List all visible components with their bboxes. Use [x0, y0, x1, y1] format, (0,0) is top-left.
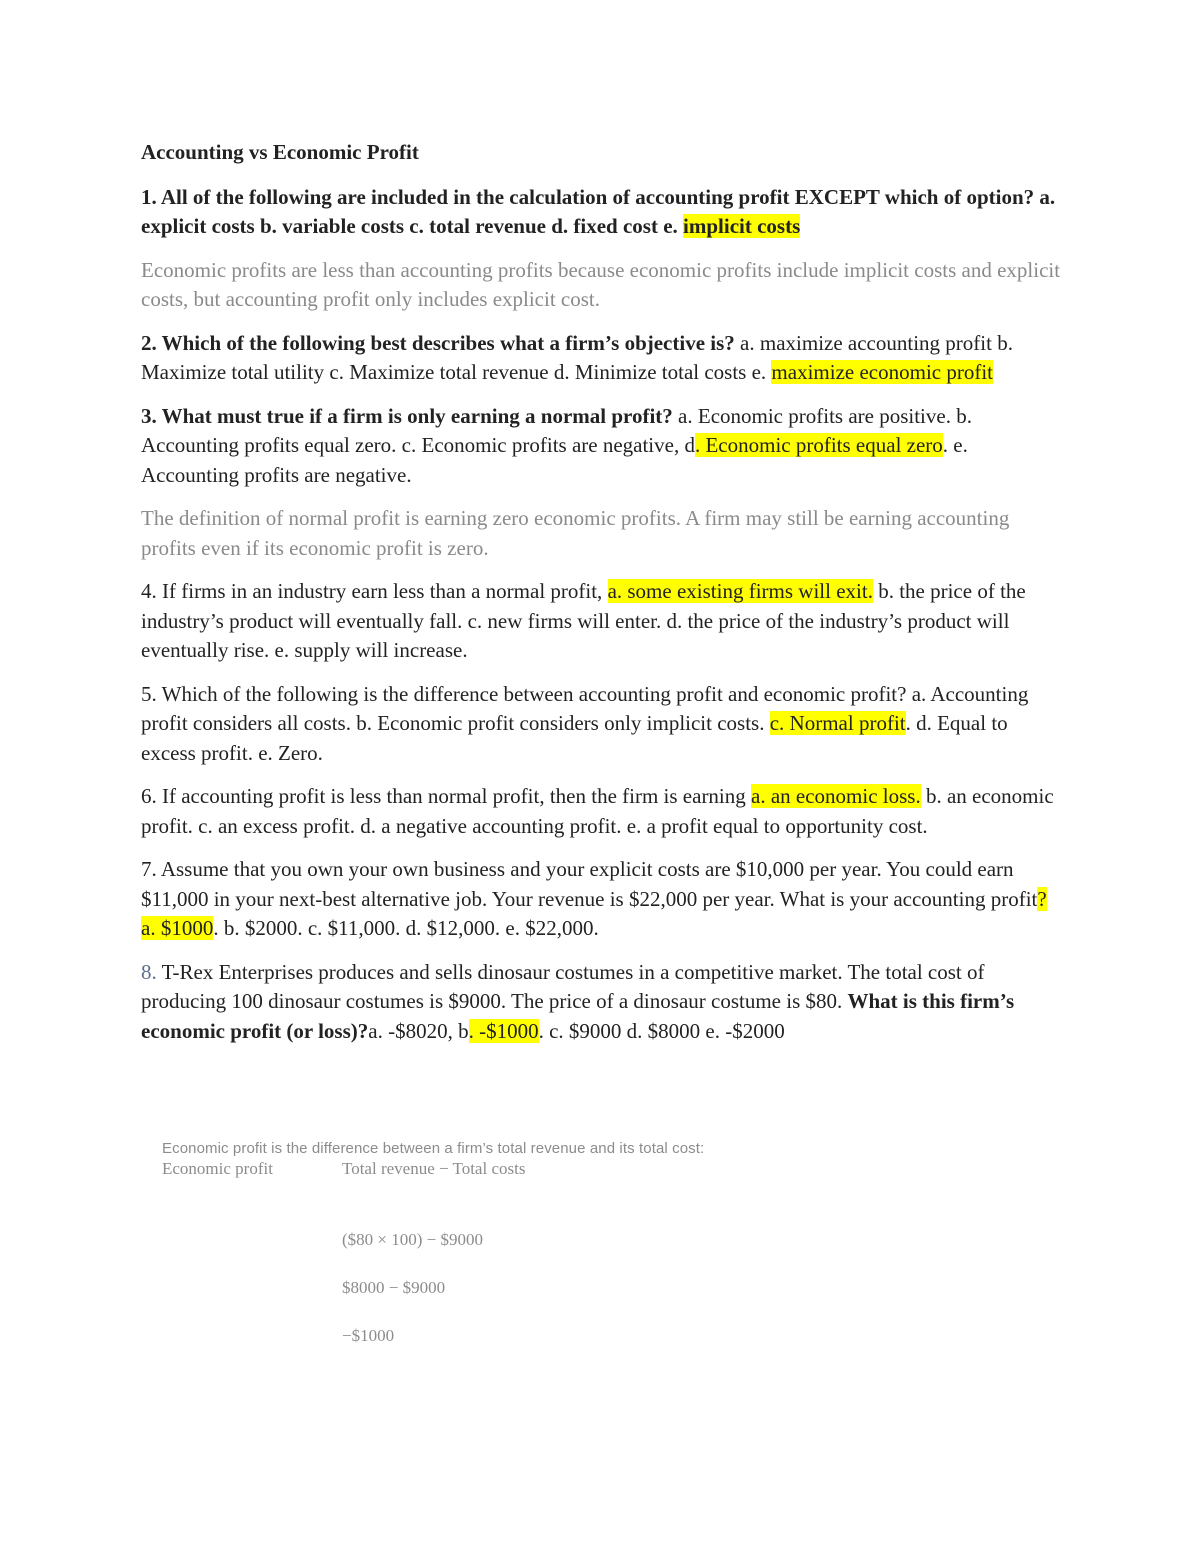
- question-3: [141, 402, 1066, 491]
- question-4-after: b. the price of the industry’s product will eventually fall. c. new firms will enter. d. the price of the industry’s product will eventually rise. e. supply will increase.: [141, 579, 1026, 662]
- figure-equation: Total revenue − Total costs: [342, 1159, 526, 1178]
- question-2-options: a. maximize accounting profit b. Maximize total utility c. Maximize total revenue d. Minimize total costs e.: [141, 330, 1013, 384]
- question-6-after: b. an economic profit. c. an excess profit. d. a negative accounting profit. e. a profit equal to opportunity cost.: [141, 784, 1054, 838]
- question-1-answer: implicit costs: [683, 214, 801, 238]
- question-5: [141, 680, 1066, 769]
- question-5-after: . d. Equal to excess profit. e. Zero.: [141, 711, 1008, 765]
- question-3-prompt: 3. What must true if a firm is only earning a normal profit?: [141, 403, 673, 428]
- question-8: [141, 958, 1066, 1047]
- figure-label: Economic profit: [162, 1159, 273, 1178]
- question-2-answer: maximize economic profit: [771, 360, 994, 384]
- figure-step-2-row: [162, 1255, 862, 1303]
- figure-step-1-row: [162, 1183, 862, 1255]
- question-8-answer: . -$1000: [468, 1018, 539, 1043]
- question-8-prompt: What is this firm’s economic profit (or loss)?: [141, 989, 1015, 1043]
- question-6-answer: a. an economic loss.: [751, 784, 921, 808]
- question-2-prompt: 2. Which of the following best describes what a firm’s objective is?: [141, 330, 735, 355]
- question-8-options-after: . c. $9000 d. $8000 e. -$2000: [538, 1018, 785, 1043]
- figure-caption: Economic profit is the difference between a firm’s total revenue and its total cost:: [162, 1140, 705, 1157]
- figure-step-3: −$1000: [342, 1326, 395, 1345]
- question-6: [141, 782, 1066, 841]
- question-4: [141, 577, 1066, 666]
- question-4-before: 4. If firms in an industry earn less than a normal profit,: [141, 579, 608, 603]
- question-7: [141, 855, 1066, 944]
- economic-profit-figure: [162, 1140, 862, 1351]
- question-3-options-before: a. Economic profits are positive. b. Accounting profits equal zero. c. Economic profits are negative, d: [141, 403, 972, 457]
- question-5-answer: c. Normal profit: [769, 711, 906, 735]
- question-8-number: 8.: [141, 959, 157, 984]
- question-1-text: 1. All of the following are included in the calculation of accounting profit EXCEPT which of option? a. explicit costs b. variable costs c. total revenue d. fixed cost e.: [141, 184, 1056, 238]
- question-5-before: 5. Which of the following is the difference between accounting profit and economic profit? a. Accounting profit considers all costs. b. Economic profit considers only implicit costs.: [141, 681, 1029, 735]
- question-1: [141, 183, 1066, 242]
- document-page: [141, 138, 1066, 1060]
- question-4-answer: a. some existing firms will exit.: [607, 579, 873, 603]
- figure-equation-row: [162, 1159, 862, 1183]
- question-3-answer: . Economic profits equal zero: [694, 433, 943, 457]
- question-6-before: 6. If accounting profit is less than normal profit, then the firm is earning: [141, 784, 752, 808]
- figure-step-1: ($80 × 100) − $9000: [342, 1230, 483, 1249]
- figure-step-2: $8000 − $9000: [342, 1278, 446, 1297]
- question-7-after: . b. $2000. c. $11,000. d. $12,000. e. $22,000.: [213, 916, 599, 940]
- question-3-options-after: . e. Accounting profits are negative.: [141, 433, 968, 487]
- question-7-before: 7. Assume that you own your own business and your explicit costs are $10,000 per year. You could earn $11,000 in your next-best alternative job. Your revenue is $22,000 per year. What is your accounting profit: [141, 857, 1038, 911]
- explanation-1: Economic profits are less than accounting profits because economic profits include implicit costs and explicit costs, but accounting profit only includes explicit cost.: [141, 257, 1061, 311]
- question-8-intro: T-Rex Enterprises produces and sells dinosaur costumes in a competitive market. The total cost of producing 100 dinosaur costumes is $9000. The price of a dinosaur costume is $80.: [141, 959, 985, 1013]
- explanation-3: The definition of normal profit is earning zero economic profits. A firm may still be earning accounting profits even if its economic profit is zero.: [141, 506, 1010, 560]
- question-2: [141, 329, 1066, 388]
- figure-step-3-row: [162, 1303, 862, 1351]
- question-7-answer: ? a. $1000: [141, 886, 1047, 940]
- question-8-options-before: a. -$8020, b: [368, 1018, 469, 1043]
- page-title: Accounting vs Economic Profit: [141, 140, 419, 164]
